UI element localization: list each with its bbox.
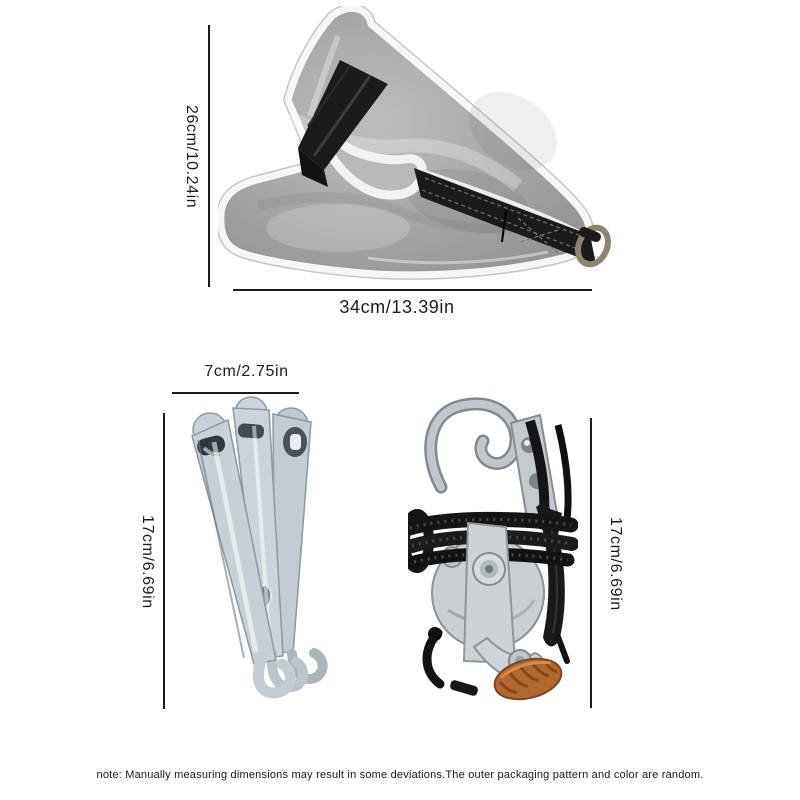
note-text: note: Manually measuring dimensions may result in some deviations.The outer packaging pattern and color are random.	[96, 769, 704, 781]
dimension-line-cover-height	[208, 25, 210, 287]
dimension-line-cover-width	[233, 289, 592, 291]
carabiner-hook	[431, 404, 516, 487]
ratchet-height-label: 17cm/6.69in	[607, 517, 624, 611]
ratchet-photo	[408, 395, 578, 715]
stakes-photo	[152, 396, 357, 711]
cover-height-label: 26cm/10.24in	[183, 105, 200, 209]
cover-width-label: 34cm/13.39in	[339, 297, 455, 317]
cover-photo	[218, 6, 618, 291]
dimension-line-ratchet-height	[590, 418, 592, 708]
stakes-width-label: 7cm/2.75in	[204, 363, 289, 380]
stakes-height-label: 17cm/6.69in	[139, 514, 156, 609]
dimension-line-stakes-height	[163, 413, 165, 709]
dimension-line-stakes-width	[172, 392, 299, 394]
